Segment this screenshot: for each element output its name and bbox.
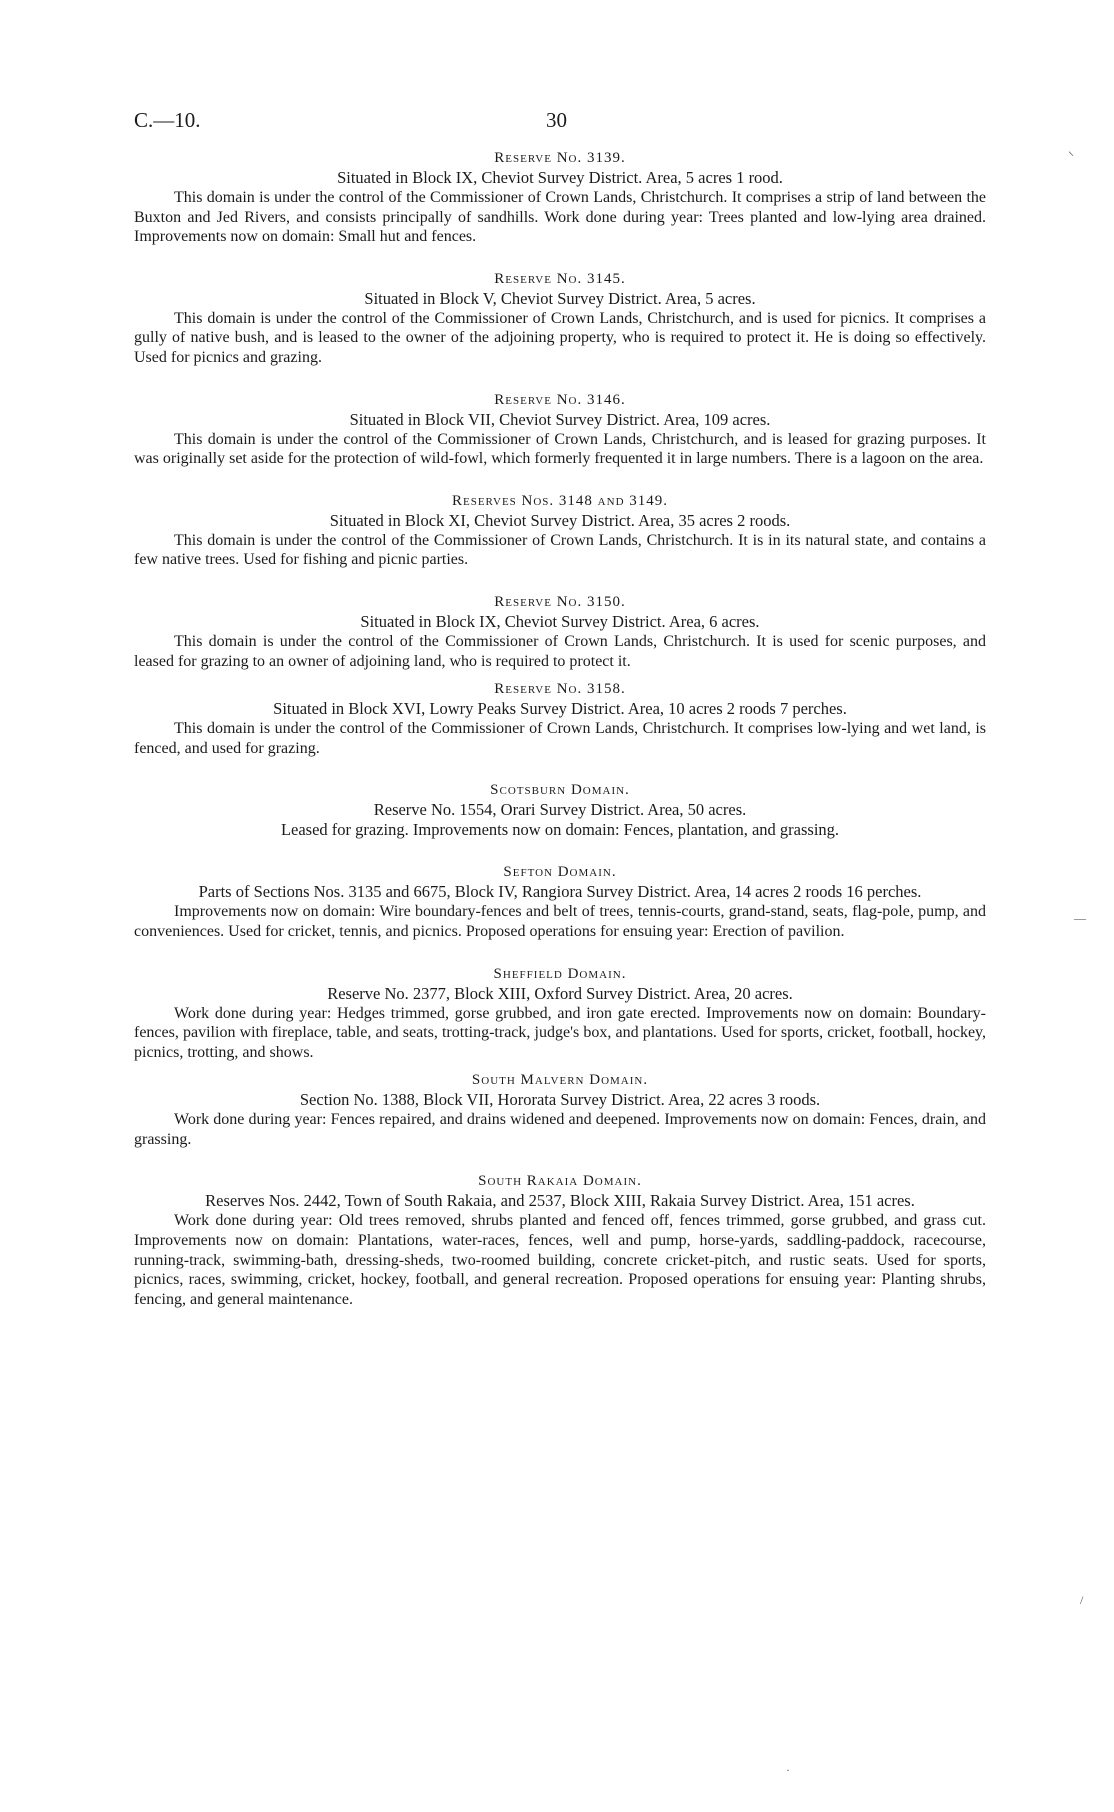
section-title: Reserve No. 3146. [494, 391, 626, 408]
section-body: This domain is under the control of the Commissioner of Crown Lands, Christchurch. It comprises low-lying and wet land, is fenced, and used for grazing. [134, 720, 986, 757]
section-title: Reserve No. 3150. [494, 593, 626, 610]
section-title: Reserve No. 3158. [494, 681, 626, 698]
section-reserve-3158 [134, 679, 986, 758]
section-location: Reserves Nos. 2442, Town of South Rakaia, and 2537, Block XIII, Rakaia Survey District. Area, 151 acres. [205, 1191, 915, 1211]
scan-mark: · [786, 1763, 790, 1777]
section-title: Reserve No. 3145. [494, 270, 626, 287]
section-body: Leased for grazing. Improvements now on domain: Fences, plantation, and grassing. [280, 820, 840, 840]
section-location: Parts of Sections Nos. 3135 and 6675, Block IV, Rangiora Survey District. Area, 14 acres 2 roods 16 perches. [198, 882, 922, 902]
section-title: Sheffield Domain. [493, 965, 627, 982]
document-page [134, 108, 986, 1309]
section-sheffield-domain [134, 964, 986, 1063]
section-reserve-3146 [134, 390, 986, 469]
section-body: This domain is under the control of the Commissioner of Crown Lands, Christchurch. It is used for scenic purposes, and leased for grazing to an owner of adjoining land, who is required to protect it. [134, 632, 986, 670]
section-reserve-3150 [134, 592, 986, 671]
section-reserve-3139 [134, 148, 986, 247]
section-sefton-domain [134, 862, 986, 941]
section-south-rakaia-domain [134, 1171, 986, 1309]
section-body: This domain is under the control of the Commissioner of Crown Lands, Christchurch. It is in its natural state, and contains a few native trees. Used for fishing and picnic parties. [134, 531, 986, 569]
section-location: Situated in Block XVI, Lowry Peaks Survey District. Area, 10 acres 2 roods 7 perches. [273, 699, 847, 719]
page-header [134, 108, 986, 148]
section-reserves-3148-3149 [134, 491, 986, 570]
section-location: Situated in Block IX, Cheviot Survey District. Area, 5 acres 1 rood. [337, 168, 783, 187]
section-location: Reserve No. 1554, Orari Survey District. Area, 50 acres. [373, 800, 747, 820]
section-scotsburn-domain [134, 780, 986, 840]
section-body: Improvements now on domain: Wire boundary-fences and belt of trees, tennis-courts, grand-stand, seats, flag-pole, pump, and conveniences. Used for cricket, tennis, and picnics. Proposed operations for ensuing year: Erection of pavilion. [134, 903, 986, 940]
section-title: Reserve No. 3139. [494, 150, 626, 166]
section-title: South Malvern Domain. [471, 1072, 649, 1089]
section-location: Reserve No. 2377, Block XIII, Oxford Survey District. Area, 20 acres. [327, 983, 793, 1003]
section-body: This domain is under the control of the Commissioner of Crown Lands, Christchurch, and is leased for grazing purposes. It was originally set aside for the protection of wild-fowl, which formerly frequented it in large numbers. There is a lagoon on the area. [134, 430, 986, 468]
section-location: Situated in Block VII, Cheviot Survey District. Area, 109 acres. [349, 409, 771, 429]
section-reserve-3145 [134, 269, 986, 368]
document-code: C.—10. [134, 108, 201, 132]
section-title: Sefton Domain. [503, 864, 617, 881]
section-body: Work done during year: Fences repaired, and drains widened and deepened. Improvements now on domain: Fences, drain, and grassing. [134, 1111, 986, 1148]
section-title: Reserves Nos. 3148 and 3149. [451, 492, 669, 509]
section-location: Situated in Block V, Cheviot Survey District. Area, 5 acres. [364, 288, 756, 308]
section-body: This domain is under the control of the Commissioner of Crown Lands, Christchurch, and is used for picnics. It comprises a gully of native bush, and is leased to the owner of the adjoining property, who is required to protect it. He is doing so effectively. Used for picnics and grazing. [134, 309, 986, 366]
scan-mark: ⸌ [1068, 149, 1075, 163]
section-body: This domain is under the control of the Commissioner of Crown Lands, Christchurch. It comprises a strip of land between the Buxton and Jed Rivers, and consists principally of sandhills. Work done during year: Trees planted and low-lying area drained. Improvements now on domain: Small hut and fences. [134, 189, 986, 246]
section-location: Situated in Block XI, Cheviot Survey District. Area, 35 acres 2 roods. [329, 510, 791, 530]
section-body: Work done during year: Hedges trimmed, gorse grubbed, and iron gate erected. Improvements now on domain: Boundary-fences, pavilion with fireplace, table, and seats, trotting-track, judge's box, and plantations. Used for sports, cricket, football, hockey, picnics, trotting, and shows. [134, 1004, 986, 1061]
section-title: South Rakaia Domain. [478, 1173, 642, 1190]
section-title: Scotsburn Domain. [490, 782, 630, 799]
section-body: Work done during year: Old trees removed, shrubs planted and fenced off, fences trimmed, gorse grubbed, and grass cut. Improvements now on domain: Plantations, water-races, fences, well and pump, horse-yards, saddling-paddock, racecourse, running-track, swimming-bath, dressing-sheds, two-roomed building, concrete cricket-pitch, and rustic seats. Used for sports, picnics, races, swimming, cricket, hockey, football, and general recreation. Proposed operations for ensuing year: Planting shrubs, fencing, and general maintenance. [134, 1212, 986, 1308]
page-number: 30 [546, 108, 567, 132]
section-location: Section No. 1388, Block VII, Hororata Survey District. Area, 22 acres 3 roods. [299, 1090, 821, 1110]
scan-mark: / [1080, 1593, 1084, 1607]
section-location: Situated in Block IX, Cheviot Survey District. Area, 6 acres. [360, 611, 760, 631]
scan-mark: — [1074, 911, 1086, 925]
section-south-malvern-domain [134, 1070, 986, 1149]
